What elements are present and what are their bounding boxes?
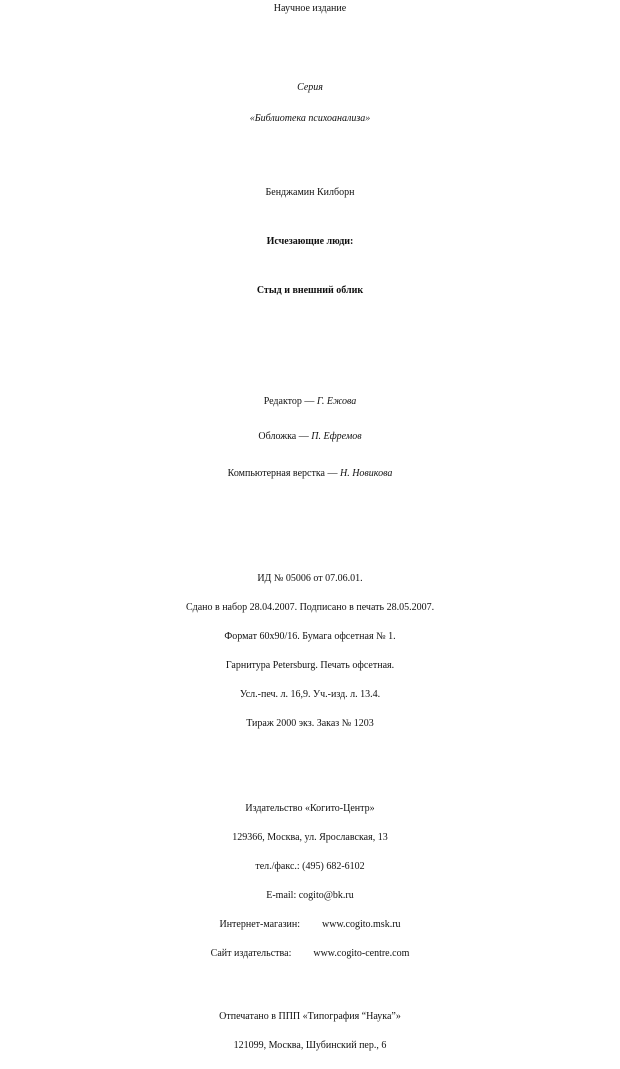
credit-person: Г. Ежова [316, 396, 357, 407]
credit-role: Редактор — [263, 396, 317, 407]
imprint-dates: Сдано в набор 28.04.2007. Подписано в печать 28.05.2007. [185, 602, 435, 613]
site-label: Сайт издательства: [210, 948, 292, 959]
publisher-address: 129366, Москва, ул. Ярославская, 13 [232, 832, 388, 843]
series-name: «Библиотека психоанализа» [249, 113, 371, 124]
book-title-line-2: Стыд и внешний облик [256, 285, 364, 296]
book-author: Бенджамин Килборн [265, 187, 355, 198]
imprint-sheets: Усл.-печ. л. 16,9. Уч.-изд. л. 13.4. [239, 689, 381, 700]
edition-kind: Научное издание [273, 3, 347, 14]
publisher-shop [0, 920, 620, 930]
credit-role: Компьютерная верстка — [227, 468, 340, 479]
series-label: Серия [297, 82, 323, 93]
printer-name: Отпечатано в ППП «Типография “Наука”» [219, 1011, 401, 1022]
credit-person: П. Ефремов [311, 431, 362, 442]
credit-layout [0, 469, 620, 479]
shop-label: Интернет-магазин: [219, 919, 301, 930]
credit-cover [0, 432, 620, 442]
credit-role: Обложка — [258, 431, 312, 442]
imprint-format: Формат 60x90/16. Бумага офсетная № 1. [224, 631, 396, 642]
publisher-name: Издательство «Когито-Центр» [245, 803, 375, 814]
site-url[interactable]: www.cogito-centre.com [313, 948, 410, 959]
publisher-email: E-mail: cogito@bk.ru [266, 890, 354, 901]
printer-address: 121099, Москва, Шубинский пер., 6 [233, 1040, 387, 1051]
publisher-site [0, 949, 620, 959]
book-title-line-1: Исчезающие люди: [266, 236, 354, 247]
imprint-typeface: Гарнитура Petersburg. Печать офсетная. [225, 660, 395, 671]
imprint-print-run: Тираж 2000 экз. Заказ № 1203 [246, 718, 374, 729]
shop-url[interactable]: www.cogito.msk.ru [322, 919, 401, 930]
imprint-license: ИД № 05006 от 07.06.01. [257, 573, 363, 584]
credit-editor [0, 397, 620, 407]
publisher-phone: тел./факс.: (495) 682-6102 [255, 861, 365, 872]
credit-person: Н. Новикова [339, 468, 393, 479]
